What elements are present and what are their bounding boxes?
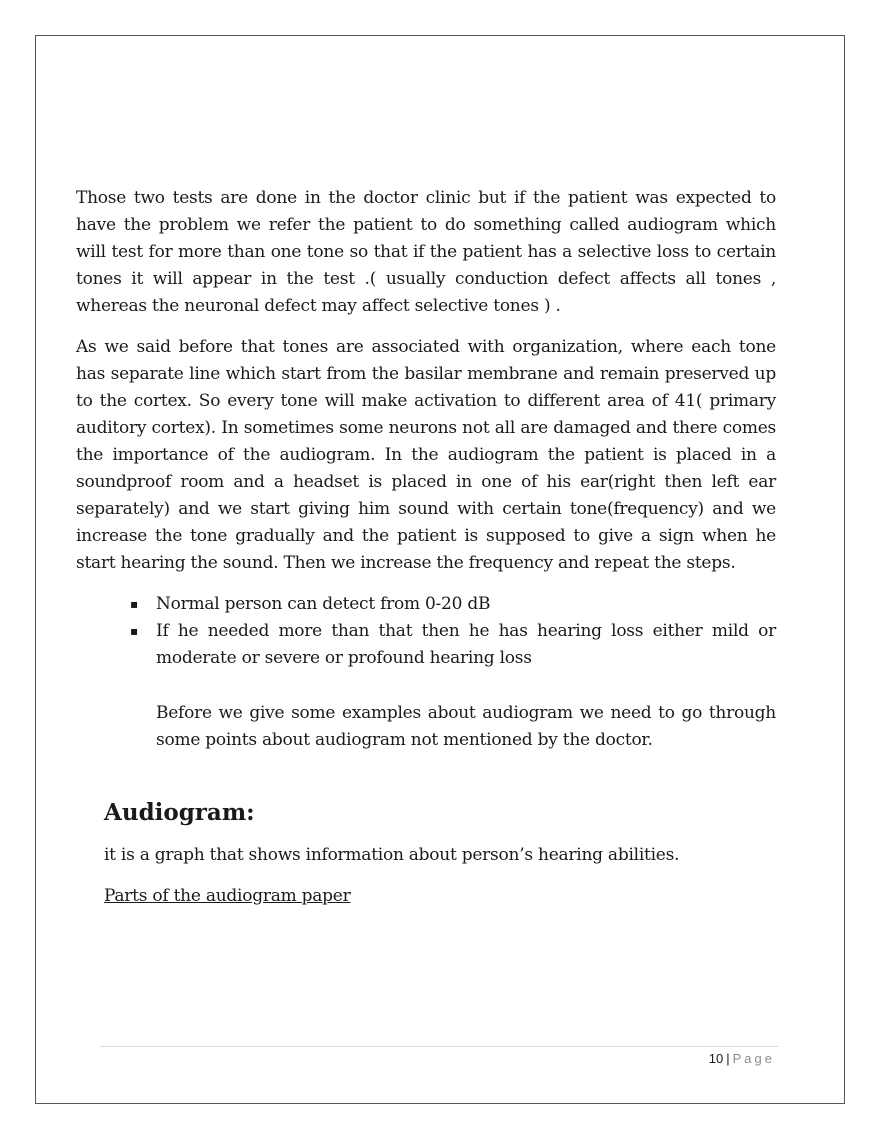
section-heading: Audiogram: — [104, 799, 255, 826]
list-item-text: Normal person can detect from 0-20 dB — [156, 594, 491, 614]
subheading-underlined: Parts of the audiogram paper — [104, 886, 351, 906]
page-footer — [709, 1050, 775, 1068]
square-bullet-icon: ▪ — [130, 597, 138, 611]
page-content — [76, 185, 776, 910]
footer-separator: | — [726, 1051, 730, 1066]
page-label: Page — [732, 1051, 775, 1066]
bullet-list — [76, 591, 776, 672]
paragraph-tests: Those two tests are done in the doctor clinic but if the patient was expected to have the problem we refer the patient to do something called audiogram which will test for more than one tone so that if the patient has a selective loss to certain tones it will appear in the test .( usually conduction defect affects all tones , whereas the neuronal defect may affect selective tones ) . — [76, 188, 776, 316]
paragraph-tonotopic: As we said before that tones are associated with organization, where each tone has separate line which start from the basilar membrane and remain preserved up to the cortex. So every tone will make activation to different area of 41( primary auditory cortex). In sometimes some neurons not all are damaged and there comes the importance of the audiogram. In the audiogram the patient is placed in a soundproof room and a headset is placed in one of his ear(right then left ear separately) and we start giving him sound with certain tone(frequency) and we increase the tone gradually and the patient is supposed to give a sign when he start hearing the sound. Then we increase the frequency and repeat the steps. — [76, 337, 776, 573]
square-bullet-icon: ▪ — [130, 624, 138, 638]
list-item — [130, 591, 776, 618]
page-number: 10 — [708, 1051, 724, 1066]
paragraph-before-examples: Before we give some examples about audiogram we need to go through some points about audiogram not mentioned by the doctor. — [156, 703, 776, 750]
list-item-text: If he needed more than that then he has hearing loss either mild or moderate or severe or profound hearing loss — [156, 621, 776, 668]
list-item — [130, 618, 776, 672]
footer-divider — [100, 1046, 778, 1047]
definition-text: it is a graph that shows information about person’s hearing abilities. — [104, 845, 680, 865]
